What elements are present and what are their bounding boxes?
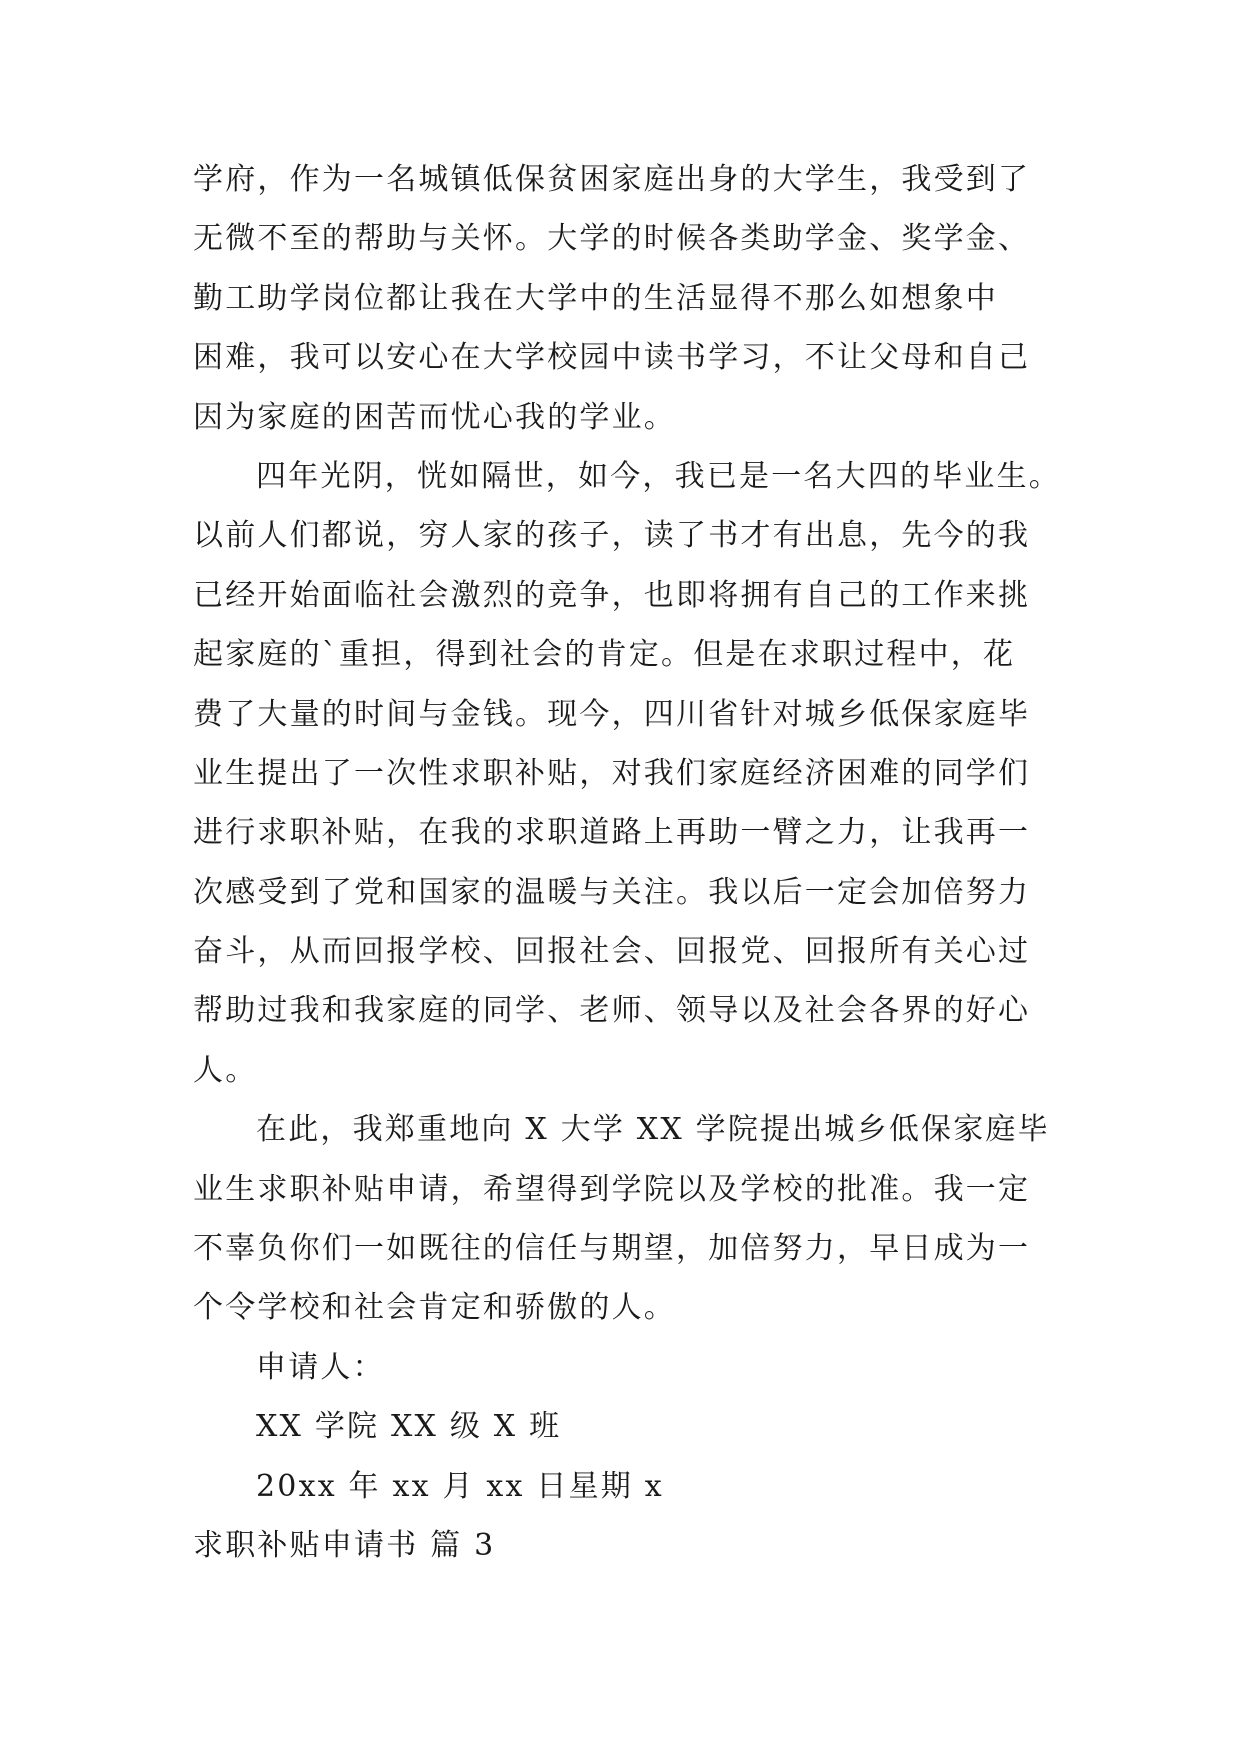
- text-line: 费了大量的时间与金钱。现今，四川省针对城乡低保家庭毕: [193, 696, 1031, 732]
- text-line: 个令学校和社会肯定和骄傲的人。: [193, 1290, 676, 1326]
- signature-date: 20xx 年 xx 月 xx 日星期 x: [256, 1468, 664, 1504]
- text-line: 次感受到了党和国家的温暖与关注。我以后一定会加倍努力: [193, 874, 1031, 910]
- text-line: 学府，作为一名城镇低保贫困家庭出身的大学生，我受到了: [193, 162, 1031, 197]
- text-line: 无微不至的帮助与关怀。大学的时候各类助学金、奖学金、: [193, 221, 1031, 257]
- text-line: 困难，我可以安心在大学校园中读书学习，不让父母和自己: [193, 340, 1031, 376]
- signature-block: [193, 1338, 1063, 1516]
- text-line: 已经开始面临社会激烈的竞争，也即将拥有自己的工作来挑: [193, 577, 1031, 613]
- text-line: 帮助过我和我家庭的同学、老师、领导以及社会各界的好心: [193, 993, 1031, 1029]
- text-line: 起家庭的`重担，得到社会的肯定。但是在求职过程中，花: [193, 637, 1016, 673]
- document-body: [193, 150, 1063, 1575]
- next-section-heading: 求职补贴申请书 篇 3: [193, 1527, 496, 1563]
- text-line: 在此，我郑重地向 X 大学 XX 学院提出城乡低保家庭毕: [256, 1112, 1050, 1148]
- class-info: XX 学院 XX 级 X 班: [256, 1409, 562, 1445]
- paragraph-3: [193, 1100, 1063, 1338]
- text-line: 奋斗，从而回报学校、回报社会、回报党、回报所有关心过: [193, 934, 1031, 970]
- text-line: 业生提出了一次性求职补贴，对我们家庭经济困难的同学们: [193, 755, 1031, 791]
- text-line: 进行求职补贴，在我的求职道路上再助一臂之力，让我再一: [193, 815, 1031, 851]
- text-line: 勤工助学岗位都让我在大学中的生活显得不那么如想象中: [193, 280, 998, 316]
- applicant-label: 申请人：: [256, 1349, 385, 1385]
- text-line: 因为家庭的困苦而忧心我的学业。: [193, 399, 676, 435]
- paragraph-2: [193, 447, 1063, 1100]
- paragraph-1: [193, 150, 1063, 447]
- text-line: 人。: [193, 1052, 258, 1088]
- text-line: 不辜负你们一如既往的信任与期望，加倍努力，早日成为一: [193, 1231, 1031, 1267]
- text-line: 业生求职补贴申请，希望得到学院以及学校的批准。我一定: [193, 1171, 1031, 1207]
- text-line: 四年光阴，恍如隔世，如今，我已是一名大四的毕业生。: [256, 458, 1061, 494]
- text-line: 以前人们都说，穷人家的孩子，读了书才有出息，先今的我: [193, 518, 1031, 554]
